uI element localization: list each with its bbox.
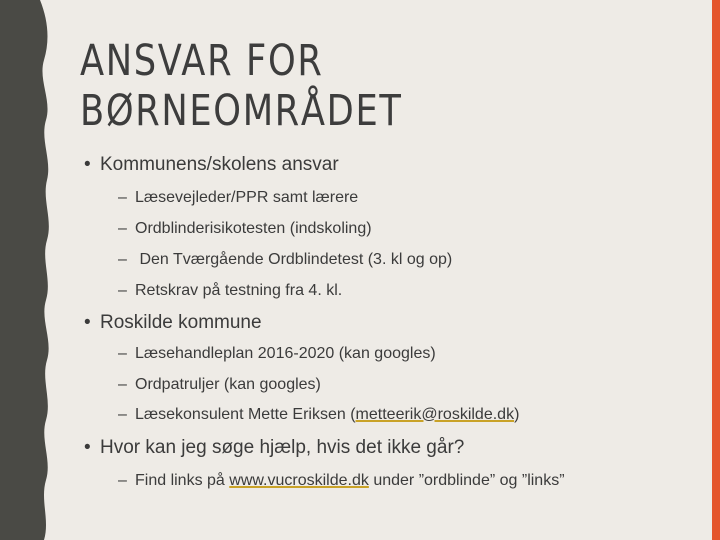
links-suffix: under ”ordblinde” og ”links” [368,472,565,489]
bullet-icon: • [84,312,91,333]
dash-icon: – [118,406,127,423]
sub-item [118,282,342,300]
dash-icon: – [118,345,127,362]
title-line-2: BØRNEOMRÅDET [80,86,403,136]
bullet-roskilde-kommune [84,312,262,334]
sub-item-text: Ordblinderisikotesten (indskoling) [135,220,372,237]
dash-icon: – [118,376,127,393]
dash-icon: – [118,220,127,237]
sub-item-text: Læsehandleplan 2016-2020 (kan googles) [135,345,436,362]
dash-icon: – [118,472,127,489]
bullet-icon: • [84,437,91,458]
sub-item-text: Ordpatruljer (kan googles) [135,376,321,393]
sub-item-text: Den Tværgående Ordblindetest (3. kl og op) [135,251,453,268]
sub-item [118,251,452,269]
consultant-email-link[interactable]: metteerik@roskilde.dk [355,406,515,423]
sub-item [118,345,436,363]
consultant-prefix: Læsekonsulent Mette Eriksen ( [135,406,356,423]
vucroskilde-link[interactable]: www.vucroskilde.dk [229,472,369,489]
sub-item-consultant [118,406,519,424]
bullet-text: Hvor kan jeg søge hjælp, hvis det ikke går? [100,437,465,458]
bullet-kommunens-ansvar [84,154,339,176]
bullet-icon: • [84,154,91,175]
sub-item-links [118,472,565,490]
bullet-hjaelp [84,437,464,459]
sub-item-text: Retskrav på testning fra 4. kl. [135,282,343,299]
sub-item-text: Læsevejleder/PPR samt lærere [135,189,359,206]
sub-item [118,376,321,394]
title-line-1: ANSVAR FOR [80,36,324,86]
links-prefix: Find links på [135,472,230,489]
dash-icon: – [118,189,127,206]
dash-icon: – [118,251,127,268]
sub-item [118,189,358,207]
dash-icon: – [118,282,127,299]
bullet-text: Roskilde kommune [100,312,262,333]
sub-item [118,220,372,238]
bullet-text: Kommunens/skolens ansvar [100,154,339,175]
consultant-suffix: ) [514,406,520,423]
